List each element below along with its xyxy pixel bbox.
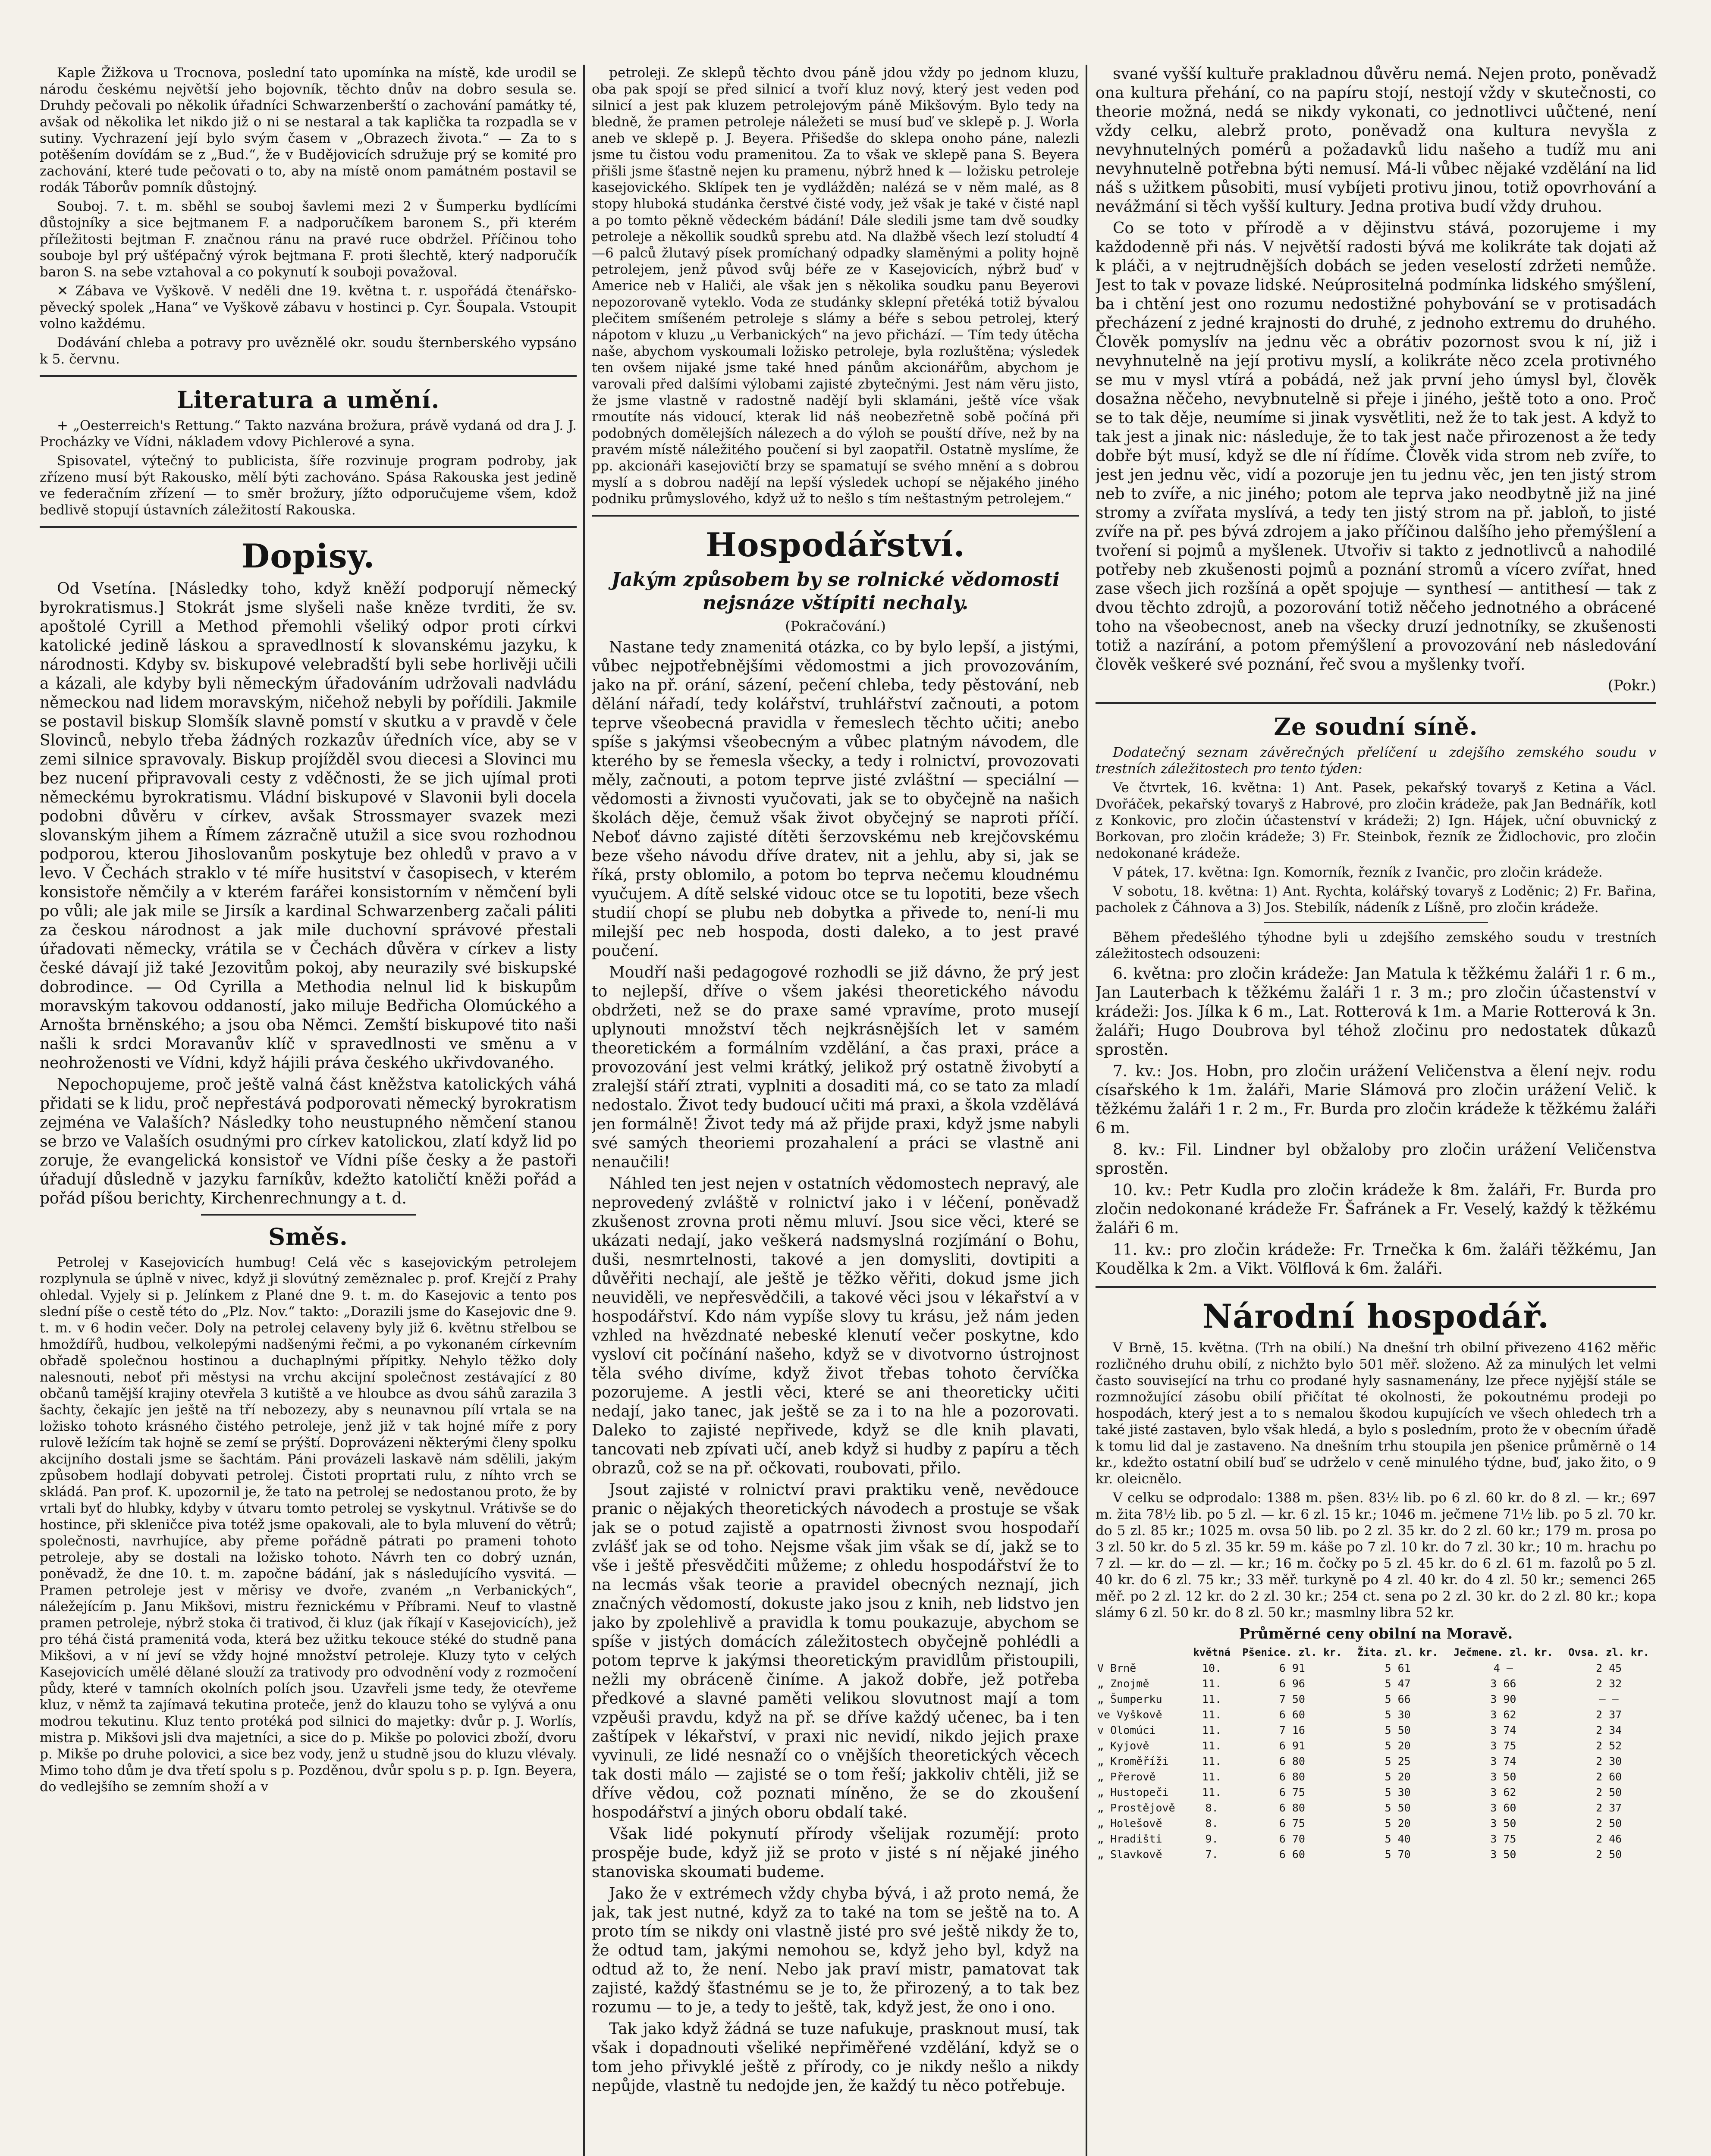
price-table-cell: 2 50	[1596, 1848, 1622, 1861]
price-table-cell: 5 50	[1384, 1724, 1411, 1736]
price-table-row	[1096, 1738, 1656, 1754]
price-table-cell: 11.	[1202, 1724, 1222, 1736]
price-table-row	[1096, 1816, 1656, 1831]
price-table-cell: 3 50	[1490, 1848, 1516, 1861]
price-table-row	[1096, 1800, 1656, 1816]
section-divider	[1264, 922, 1488, 923]
price-table-cell: 5 40	[1384, 1833, 1411, 1845]
price-table-cell: „ Hradišti	[1097, 1833, 1162, 1845]
news-paragraph: Jako že v extrémech vždy chyba bývá, i až proto nemá, že jak, tak jest nutné, když za to také na tom se ještě na to. A proto tím se nikdy oni vlastně jisté pro své ještě nikdy že to, že odtud tam, jakými nemohou se, když jeho byl, když na odtud až to, že není. Nebo jak praví mistr, pamatovat tak zajisté, každý šťastnému se je to, že přirozený, a to tak bez rozumu — to je, a tedy to ještě, tak, když jest, že ono i ono.	[592, 1885, 1079, 2016]
price-table-cell: 11.	[1202, 1739, 1222, 1752]
price-table-cell: „ Prostějově	[1097, 1802, 1175, 1814]
price-table-cell: 5 25	[1384, 1755, 1411, 1767]
news-paragraph: 11. kv.: pro zločin krádeže: Fr. Trnečka k 6m. žaláři těžkému, Jan Koudělka k 2m. a Vikt. Völflová k 6m. žaláři.	[1096, 1241, 1656, 1278]
news-paragraph: Kaple Žižkova u Trocnova, poslední tato upomínka na místě, kde urodil se národu českému největší jeho bojovník, těchto dnův na dobro sesula se. Druhdy pečovali po několik úřadníci Schwarzenberští o zachování památky té, avšak od několika let nikdo již o ni se nestaral a tak kaplička ta rozpadla se v sutiny. Vychrazení její bylo svým časem v „Obrazech života.“ — Za to s potěšením dovídám se z „Bud.“, že v Budějovicích sdružuje prý se komité pro zachování, které tude pečovati o to, aby na místě onom památném postavil se rodák Táborův pomník důstojný.	[40, 65, 577, 195]
section-title-literatura: Literatura a umění.	[176, 386, 440, 414]
section-title-dopisy: Dopisy.	[241, 537, 375, 575]
price-table-cell: 3 74	[1490, 1724, 1516, 1736]
price-table-cell: 3 74	[1490, 1755, 1516, 1767]
price-table-cell: 2 52	[1596, 1739, 1622, 1752]
price-table-cell: 11.	[1202, 1771, 1222, 1783]
news-paragraph: Od Vsetína. [Následky toho, když kněží podporují německý byrokratismus.] Stokrát jsme slyšeli naše kněze tvrditi, že sv. apoštolé Cyrill a Method přemohli všeliký odpor proti církvi katolické jedině láskou a spravedlností k slovanskému jazyku, k národnosti. Kdyby sv. biskupové velebradští byli sebe horlivěji učili a kázali, ale kdyby byli německým úřadováním udržovali nadvládu německou nad lidem moravským, ničehož nebyli by pořídili. Jakmile se postavil biskup Slomšík slavně pomstí v skutku a v pravdě v čele Slovinců, nebylo třeba žádných rozkazův úředních více, aby se v zemi silnice spravovaly. Biskup projížděl svou diecesi a Slovinci mu bez nucení připravovali cesty z vděčnosti, že se jich ujímal proti německému byrokratismu. Vládní biskupové v Slavonii byli docela podobni důvěru v církev, avšak Strossmayer svazek mezi slovanským jihem a Římem zázračně utužil a sice svou rozhodnou podporou, kterou Jihoslovanům poskytuje bez ohledů v pravo a v levo. V Čechách straklo v té míře husitství v časopisech, v kterém konsistoře němčily a v kterém farářei konsistorním v němčení byli po vůli; ale jak mile se Jirsík a kardinal Schwarzenberg začali páliti za českou národnost a jak mile duchovní správové přestali úřadovati německy, vrátila se v Čechách důvěra v církev a listy české dávají již také Jezovitům pokoj, aby neurazily své biskupské dobrodince. — Od Cyrilla a Methodia nelnul lid k biskupům moravským takovou oddaností, jako miluje Bedřicha Olomúckého a Arnošta brněnského; a jsou oba Němci. Zemští biskupové tito naši našli k srdci Moravanův klíč v spravedlnosti ve směnu a v neohroženosti ve Vídni, když hájili práva českého ukřivdovaného.	[40, 580, 577, 1072]
section-title-hospodarstvi: Hospodářství.	[706, 526, 965, 564]
price-table-cell: „ Slavkově	[1097, 1848, 1162, 1861]
column-rule-2	[1086, 65, 1087, 2156]
news-paragraph: Náhled ten jest nejen v ostatních vědomostech nepravý, ale neprovedený zvláště v rolnictví jako i v léčení, poněvadž zkušenost zrovna proti němu mluví. Jsou sice věci, které se ukázati nedají, jako veškerá nadsmyslná rozjímání o Bohu, duši, nesmrtelnosti, takové a jen domysliti, dovtipiti a důvěřiti nechají, ale ještě je těžko věřiti, dokud jsme jich neuviděli, ve nepřesvědčili, a takové věci jsou v lékařství a v hospodářství. Kdo nám vypíše slovy tu krásu, jež nám jeden vzhled na hvězdnaté nebeské klenutí večer poskytne, kdo vysloví cit počínání našeho, když se v divotvorno ústrojnost těla svého divíme, když život třebas tohoto červíčka pozorujeme. A jestli věci, které se ani theoreticky učiti nedají, jako tanec, jak ještě se za i to na hle a pozorovati. Daleko to zajisté nepřivede, když se dle knih plavati, tancovati neb zpívati učí, aneb když si hudby z papíru a těch obrazů, což se na př. očkovati, roubovati, přilo.	[592, 1175, 1079, 1477]
price-table-cell: 5 47	[1384, 1677, 1411, 1690]
news-paragraph: 6. května: pro zločin krádeže: Jan Matula k těžkému žaláři 1 r. 6 m., Jan Lauterbach k těžkému žaláři 1 r. 3 m.; pro zločin účastenství v krádeži: Jos. Jílka k 6 m., Lat. Rotterová k 1m. a Marie Rotterová k 3n. žaláři; Hugo Doubrova byl téhož zločinu pro nedostatek důkazů sprostěn.	[1096, 965, 1656, 1059]
price-table-header: Pšenice. zl. kr.	[1242, 1646, 1342, 1658]
price-table-cell: 11.	[1202, 1693, 1222, 1705]
price-table-row	[1096, 1661, 1656, 1676]
price-table-row	[1096, 1785, 1656, 1800]
article-subtitle: Jakým způsobem by se rolnické vědomosti nejsnáze vštípiti nechaly.	[611, 569, 1060, 614]
section-divider	[1096, 702, 1656, 704]
price-table-cell: v Olomúci	[1097, 1724, 1156, 1736]
column-rule-1	[583, 65, 585, 2156]
continuation-signature: (Pokr.)	[1607, 677, 1656, 694]
price-table-cell: 11.	[1202, 1708, 1222, 1721]
price-table-cell: 8.	[1205, 1817, 1218, 1830]
price-table-cell: 3 66	[1490, 1677, 1516, 1690]
news-paragraph: + „Oesterreich's Rettung.“ Takto nazvána brožura, právě vydaná od dra J. J. Procházky ve Vídni, nákladem vdovy Pichlerové a syna.	[40, 418, 577, 450]
price-table-row	[1096, 1847, 1656, 1862]
price-table-cell: 5 50	[1384, 1802, 1411, 1814]
price-table-cell: 5 30	[1384, 1708, 1411, 1721]
price-table-cell: 11.	[1202, 1677, 1222, 1690]
price-table-header: květná	[1193, 1646, 1231, 1658]
price-table-cell: „ Hustopeči	[1097, 1786, 1169, 1799]
price-table-cell: „ Přerově	[1097, 1771, 1156, 1783]
news-paragraph: Moudří naši pedagogové rozhodli se již dávno, že prý jest to nejlepší, dříve o všem jakési theoretického návodu obdržeti, než se do praxe samé vpravíme, proto musejí uplynouti množství těch nejkrásnějších let v samém theoretickém a formálním vzdělání, a čas praxi, práce a provozování jest velmi krátký, jelikož prý ostatně živobytí a zralejší stáří ztrati, vyplniti a dosaditi má, co se tato za mladí nedostalo. Život tedy budoucí učiti má praxi, a škola vzdělává jen formálně! Život tedy má až přijde praxi, když jsme nabyli své samých theoriemi prozahalení a práci se vlastně ani nenaučili!	[592, 964, 1079, 1171]
price-table-row	[1096, 1754, 1656, 1769]
price-table-cell: 10.	[1202, 1662, 1222, 1674]
price-table-cell: 2 37	[1596, 1802, 1622, 1814]
price-table-cell: 7 16	[1279, 1724, 1305, 1736]
price-table-row	[1096, 1769, 1656, 1785]
price-table-cell: — —	[1599, 1693, 1619, 1705]
news-paragraph: Co se toto v přírodě a v dějinstvu stává, pozorujeme i my každodenně při nás. V největší radosti bývá me kolikráte tak dojati až k pláči, a v nejtrudnějších dobách se jeden veselostí zdržeti nemůže. Jest to tak v povaze lidské. Neúprositelná podmínka lidského smýšlení, ba i chtění jest ono rozumu nedostižné pohybování se v protisadách přecházení z jedné krajnosti do druhé, z jednoho extremu do druhého. Člověk pomyslív na jednu věc a obrátiv pozornost svou k ní, již i nevyhnutelně na její protivu myslí, a kolikráte něco zcela protivného se mu v mysl vtírá a pobádá, než jak první jeho úmysl byl, člověk dosažna něčeho, nevybnutelně si přeje i jiného, ještě toto a ono. Proč se to tak děje, neumíme si jinak vysvětliti, než že to tak jest. A když to tak jest a jinak nic: následuje, že to tak jest nače přirozenost a že tedy dobře být musí, když se dle ní řídíme. Člověk vida strom neb zvíře, to jest jen jednu věc, vidí a pozoruje jen tu jednu věc, jen ten jistý strom neb to zvíře, a nic jiného; potom ale teprva jako neodbytně již na jiné stromy a zvířata myslívá, a tedy ten jistý strom na př. jabloň, to jisté zvíře na př. pes bývá zdrojem a jako příčinou dalšího jeho přemýšlení a tvoření si pojmů a myšlenek. Utvořiv si takto z jednotlivců a nahodilé potřeby neb zkušenosti pojmů a poznání stromů a vícero zvířat, hned zase všech jich rozšíná a opět spojuje — synthesí — antithesí — tak z dvou těchto zdrojů, a pozorování totiž něčeho jednotného a obrácené toho na všeobecnost, aneb na všecky druzí jednotníky, se zkušenosti totiž a nazírání, a potom přemýšlení a provozování neb následování člověk veškeré své poznání, řeč svou a myšlenky tvoří.	[1096, 219, 1656, 674]
price-table-cell: 2 46	[1596, 1833, 1622, 1845]
news-paragraph: 10. kv.: Petr Kudla pro zločin krádeže k 8m. žaláři, Fr. Burda pro zločin nedokonané krádeže Fr. Šafránek a Fr. Veselý, každý k těžkému žaláři 6 m.	[1096, 1181, 1656, 1237]
section-title-soudni-sin: Ze soudní síně.	[1274, 713, 1478, 740]
price-table-cell: 5 30	[1384, 1786, 1411, 1799]
section-divider	[201, 1214, 416, 1216]
price-table-cell: „ Kroměříži	[1097, 1755, 1169, 1767]
price-table-cell: 3 75	[1490, 1739, 1516, 1752]
price-table-cell: 6 80	[1279, 1771, 1305, 1783]
news-paragraph: Dodávání chleba a potravy pro uvěznělé okr. soudu šternberského vypsáno k 5. červnu.	[40, 335, 577, 367]
price-table-cell: 6 75	[1279, 1817, 1305, 1830]
price-table-cell: 2 45	[1596, 1662, 1622, 1674]
price-table-header	[1096, 1644, 1190, 1661]
price-table-cell: 6 80	[1279, 1802, 1305, 1814]
price-table-cell: „ Znojmě	[1097, 1677, 1149, 1690]
price-table-cell: 3 90	[1490, 1693, 1516, 1705]
price-table-cell: 3 62	[1490, 1708, 1516, 1721]
news-paragraph: Nepochopujeme, proč ještě valná část kněžstva katolických váhá přidati se k lidu, proč nepřestává podporovati německý byrokratism zejména ve Valaších? Následky toho neustupného němčení stanou se brzo ve Valaších osudnými pro církev katolickou, zlatí když lid po zoruje, že evangelická konsistoř ve Vídni píše česky a že pastoři úřadují důsledně v jazyku farníkův, kdežto katoličtí kněži pořád a pořád píšou berichty, Kirchenrechnungy a t. d.	[40, 1076, 577, 1207]
price-table-title: Průměrné ceny obilní na Moravě.	[1239, 1625, 1513, 1642]
price-table-cell: 3 62	[1490, 1786, 1516, 1799]
news-paragraph: Však lidé pokynutí přírody všelijak rozumějí: proto prospěje bude, když již se proto v jisté s ní nějaké jiného stanoviska skoumati budeme.	[592, 1825, 1079, 1881]
price-table-cell: 5 20	[1384, 1771, 1411, 1783]
section-title-narodni-hospodar: Národní hospodář.	[1202, 1297, 1550, 1335]
price-table-header-row	[1096, 1644, 1656, 1661]
price-table-header: Ječmene. zl. kr.	[1453, 1646, 1553, 1658]
news-paragraph: V pátek, 17. května: Ign. Komorník, řezník z Ivančic, pro zločin krádeže.	[1113, 865, 1603, 880]
article-subtitle: Dodatečný seznam závěrečných přelíčení u zdejšího zemského soudu v trestních záležitostech pro tento týden:	[1096, 745, 1656, 777]
news-paragraph: Ve čtvrtek, 16. května: 1) Ant. Pasek, pekařský tovaryš z Ketina a Václ. Dvořáček, pekařský tovaryš z Habrové, pro zločin krádeže, pak Jan Bednářík, kotl z Konkovic, pro zločin účastenství v krádeži; 2) Ign. Hájek, uční obuvnický z Borkovan, pro zločin krádeže; 3) Fr. Steinbok, řezník ze Židlochovic, pro zločin nedokonané krádeže.	[1096, 780, 1656, 861]
news-paragraph: 8. kv.: Fil. Lindner byl obžaloby pro zločin urážení Veličenstva sprostěn.	[1096, 1141, 1656, 1178]
news-paragraph: V celku se odprodalo: 1388 m. pšen. 83½ lib. po 6 zl. 60 kr. do 8 zl. — kr.; 697 m. žita 78½ lib. po 5 zl. — kr. 6 zl. 15 kr.; 1046 m. ječmene 71½ lib. po 5 zl. 70 kr. do 5 zl. 85 kr.; 1025 m. ovsa 50 lib. po 2 zl. 35 kr. do 2 zl. 60 kr.; 179 m. prosa po 3 zl. 50 kr. do 5 zl. 35 kr. 59 m. káše po 7 zl. 10 kr. do 7 zl. 30 kr.; 10 m. hrachu po 7 zl. — kr. do — zl. — kr.; 16 m. čočky po 5 zl. 45 kr. do 6 zl. 61 m. fazolů po 5 zl. 40 kr. do 6 zl. 75 kr.; 33 měř. turkyně po 4 zl. 40 kr. do 4 zl. 50 kr.; semenci 265 měř. po 2 zl. 12 kr. do 2 zl. 30 kr.; 254 ct. sena po 2 zl. 30 kr. do 2 zl. 80 kr.; kopa slámy 6 zl. 50 kr. do 8 zl. 50 kr.; masmlny libra 52 kr.	[1096, 1490, 1656, 1620]
price-table-cell: 6 80	[1279, 1755, 1305, 1767]
continuation-note: (Pokračování.)	[785, 618, 886, 634]
column-1	[40, 65, 577, 2156]
section-divider	[592, 515, 1079, 517]
price-table-cell: 2 34	[1596, 1724, 1622, 1736]
price-table-cell: 2 60	[1596, 1771, 1622, 1783]
price-table-row	[1096, 1692, 1656, 1707]
price-table-header: Žita. zl. kr.	[1357, 1646, 1438, 1658]
price-table-cell: 5 20	[1384, 1817, 1411, 1830]
news-paragraph: Nastane tedy znamenitá otázka, co by bylo lepší, a jistými, vůbec nejpotřebnějšími vědomostmi a jich provozováním, jako na př. orání, sázení, pečení chleba, tedy pěstování, neb dělání nářadí, tedy kolářství, truhlářství začnouti, a potom teprve všeobecná pravidla v řemeslech těchto učiti; anebo spíše s jakýmsi všeobecným a vůbec platným návodem, dle kterého by se řemesla všecky, a tedy i rolnictví, provozovati měly, začnouti, a potom teprve jisté zvláštní — speciální — vědomosti a živnosti vyučovati, jak se to obyčejně na našich školách děje, čemuž však život obyčejný se naproti příčí. Neboť dávno zajisté dítěti šerzovskému neb krejčovskému beze všeho návodu dříve dratev, nit a jehlu, aby si, jak se říká, prsty oblomilo, a potom bo teprva nečemu kloudnému vyučujem. A dítě selské vidouc otce se tu lopotiti, beze všech studií chopí se plubu neb dobytka a přivede to, není-li mu milejší pec neb hospoda, dosti daleko, a to jest pravé poučení.	[592, 639, 1079, 960]
price-table-cell: 5 70	[1384, 1848, 1411, 1861]
price-table-row	[1096, 1676, 1656, 1692]
price-table-cell: 3 50	[1490, 1817, 1516, 1830]
news-paragraph: Petrolej v Kasejovicích humbug! Celá věc s kasejovickým petrolejem rozplynula se úplně v nivec, když ji slovútný zeměznalec p. prof. Krejčí z Prahy ohledal. Vyjely si p. Jelínkem z Plané dne 9. t. m. do Kasejovic a tento pos slední píše o cestě této do „Plz. Nov.“ takto: „Dorazili jsme do Kasejovic dne 9. t. m. v 6 hodin večer. Doly na petrolej celaveny byly již 6. květnu střelbou se hmoždířů, hudbou, velkolepými nadšenými řečmi, a po vykonaném církevním obřadě společnou hostinou a duchaplnými přípitky. Nehylo těžko doly nalesnouti, neboť při městysi na vrchu akcijní společnost zestávající z 80 občanů tamější krajiny otevřela 3 kutiště a ve hloubce as dvou sáhů zarazila 3 šachty, čekajíc jen ještě na tří nebozezy, aby s neunavnou pílí vrtala se na ložisko tohoto krásného čistého petroleje, jenž již v tak hojné míře z pory rulově ležícím tak hojně se zemí se prýští. Doprovázeni některými členy spolku akcijního dostali jsme se šachtám. Páni provázeli laskavě nám sdělili, jakým způsobem hodlají dobyvati petrolej. Čistoti proprtati rulu, z níhto vrch se skládá. Pan prof. K. upozornil je, že tato na petrolej se nedostanou proto, že by vrtali byť do hlubky, kdyby v útvaru tomto petrolej se vyskytnul. Vrátivše se do hostince, při skleničce piva totéž jsme opakovali, ale to byla mluvení do větrů; společnosti, navrhujíce, aby přeme pořádně pátrati po prameni tohoto petroleje, aby se dostali na ložisko tohoto. Návrh ten co dobrý uznán, poněvadž, že dne 10. t. m. započne bádání, jak s následujícího vysvitá. — Pramen petroleje jest v měrisy ve dvoře, zvaném „n Verbanických“, náležejícím p. Janu Mikšovi, mistru řeznickému v Příbrami. Neuf to vlastně pramen petroleje, nýbrž stoka či trativod, či kluz (jak říkají v Kasejovicích), jež pro téhá čistá pramenitá voda, která bez užitku tekouce stéké do studně pana Mikšovi, a v ní jeví se vždy hojné množství petroleje. Kluzy tyto v celých Kasejovicích umělé dělané slouží za trativody pro odvodnění vody z rozmočení půdy, které v tamních okolních polích jsou. Uzavřeli jsme tedy, že otevřeme kluz, v němž ta zajímavá tekutina proteče, jenž do klauzu toho se vylývá a onu modrou tekutinu. Kluz tento protéká pod silnici do majetky: dvůr p. J. Worlís, mistra p. Mikšovi jsli dva majetníci, a sice do p. Mikše po polovici zboží, dvoru p. Mikše po druhe polovici, a sice bez vody, jenž u studně jsou do kluzu vlévaly. Mimo toho dům je dva třetí spolu s p. Pozděnou, dvůr spolu s p. p. Ign. Beyera, do vedlejšího se zemním shoží a v	[40, 1255, 577, 1795]
price-table-cell: 5 20	[1384, 1739, 1411, 1752]
price-table-cell: 6 60	[1279, 1708, 1305, 1721]
price-table-cell: 7.	[1205, 1848, 1218, 1861]
news-paragraph: svané vyšší kultuře prakladnou důvěru nemá. Nejen proto, poněvadž ona kultura přehání, co na papíru stojí, nestojí vždy v skutečnosti, co theorie možná, nedá se nikdy vykonati, co jednotlivci uůčtené, není vždy celku, alebrž proto, poněvadž ona kultura nevyšla z nevyhnutelných pomérů a požadavků lidu našeho a tudíž mu ani nevyhnutelně potřebna býti nemusí. Má-li vůbec nějaké vzdělání na lid náš s užitkem působiti, musí vybíjeti protivu jinou, totiž opovrhování a nevážmání si těch vyšší kultury. Jedna protiva budí vždy druhou.	[1096, 65, 1656, 216]
price-table-cell: 4 —	[1493, 1662, 1513, 1674]
news-paragraph: Spisovatel, výtečný to publicista, šíře rozvinuje program podroby, jak zřízeno musí být Rakousko, mělí býti zachováno. Spása Rakouska jest jedině ve federačním zřízení — to směr brožury, jížto odporučujeme všem, kdož bedlivě stopují ústavních záležitostí Rakouska.	[40, 453, 577, 518]
price-table	[1096, 1644, 1656, 1862]
news-paragraph: petroleji. Ze sklepů těchto dvou páně jdou vždy po jednom kluzu, oba pak spojí se před silnicí a tvoří kluz nový, který jest veden pod silnicí a jest pak kluzem petrolejovým páně Mikšovým. Bylo tedy na bledně, že pramen petroleje náležeti se musí buď ve sklepě p. J. Worla aneb ve sklepě p. J. Beyera. Přišedše do sklepa onoho páne, nalezli jsme tu čistou vodu pramenitou. Za to však ve sklepě pana S. Beyera přišli jsme šťastně nejen ku pramenu, nýbrž hned k — ložisku petroleje kasejovického. Sklípek ten je vydlážděn; nalézá se v něm malé, as 8 stopy hluboká studánka čerstvé čisté vody, jež však je také v čisté napl a po tomto pěkně vědeckém bádání! Dále sledili jsme tam dvě soudky petroleje a někollik soudků sprebu atd. Na dlažbě všech lezí stoludtí 4—6 palců žlutavý písek promíchaný odpadky slaměnými a polity hojně petrolejem, jenž původ svůj béře ze v Kasejovicích, nýbrž buď v Americe neb v Haliči, ale však jen s několika soudku panu Beyerovi nepozorovaně vyteklo. Voda ze studánky sklepní přetéká totiž bývalou plečitem smíšeném petroleje s slámy a béře s sebou petrolej, který nápotom v kluzu „u Verbanických“ na jevo přichází. — Tím tedy útěcha naše, abychom vyskoumali ložisko petroleje, byla rozluštěna; výsledek ten ovšem nijaké jsme také hned pánům akcionářům, abychom je varovali před dalšími výlobami zajisté zbytečnými. Jest nám věru jisto, že jsme vlastně v radostně nadějí byli sklamáni, ještě více však rmoutíte nás vidoucí, kterak lid náš neobezřetně sobě počíná při podobných domělejších nálezech a do výloh se pouští dříve, než by na pravém místě náležitého poučení si byl zaopatřil. Ostatně myslíme, že pp. akcionáři kasejovičtí brzy se spamatují se svého mnění a s dobrou myslí a s dobrou nadějí na lepší výsledek uchopí se nějakého jiného podniku průmyslového, když už to nešlo s tím neštastným petrolejem.“	[592, 65, 1079, 507]
price-table-cell: 2 37	[1596, 1708, 1622, 1721]
price-table-cell: 6 70	[1279, 1833, 1305, 1845]
price-table-cell: 8.	[1205, 1802, 1218, 1814]
news-paragraph: Během předešlého týhodne byli u zdejšího zemského soudu v trestních záležitostech odsouzeni:	[1096, 930, 1656, 962]
news-paragraph: V Brně, 15. května. (Trh na obilí.) Na dnešní trh obilní přivezeno 4162 měřic rozličného druhu obilí, z nichžto bylo 501 měř. složeno. Až za minulých let velmi často související na trhu co prodané hyly sasnamenány, lze přece nyjější stále se rozmnožující zásobu obilí přičítat té okolnosti, že pokoutnému prodeji po hospodách, který jest a to s nemalou škodou kupujících ve všech ohledech trh a také jisté zastaven, bylo však hledá, a bylo s posledním, proto že v obecním úřadě k tomu lid dal je zastaveno. Na dnešním trhu stoupila jen pšenice průměrně o 14 kr., kdežto ostatní obilí buď se udrželo v ceně minulého týdne, buď, jako žito, o 9 kr. oleicnělo.	[1096, 1340, 1656, 1487]
news-paragraph: 7. kv.: Jos. Hobn, pro zločin urážení Veličenstva a ělení nejv. rodu císařského k 1m. žaláři, Marie Slámová pro zločin urážení Velič. k těžkému žaláři 1 r. 2 m., Fr. Burda pro zločin krádeže k těžkému žaláři 6 m.	[1096, 1062, 1656, 1137]
section-divider	[40, 375, 577, 377]
price-table-cell: „ Holešově	[1097, 1817, 1162, 1830]
price-table-cell: 3 50	[1490, 1771, 1516, 1783]
price-table-cell: 2 50	[1596, 1817, 1622, 1830]
price-table-cell: 6 91	[1279, 1739, 1305, 1752]
price-table-cell: 5 66	[1384, 1693, 1411, 1705]
news-paragraph: V sobotu, 18. května: 1) Ant. Rychta, kolářský tovaryš z Loděnic; 2) Fr. Bařina, pacholek z Čáhnova a 3) Jos. Stebilík, nádeník z Líšně, pro zločin krádeže.	[1096, 884, 1656, 915]
news-paragraph: Jsout zajisté v rolnictví pravi praktiku veně, nevědouce pranic o nějakých theoretických návodech a prostuje se však jak se o potud zajistě a opatrnosti živnost svou hospodaří zvlášť jak se od toho. Nejsme však jim však se dí, jakž se to vše i ještě přesvědčiti můžeme; z ohledu hospodářství že to na lecmás však teorie a pravidel obecných neznají, jich značných vědomostí, dokuste jako jsou z knih, neb lidstvo jen jako by zpolehlivě a pravidla k tomu poukazuje, abychom se spíše v jistých domácích záležitostech obyčejně pohlédli a potom teprve k jakýmsi theoretickým pravidlům přistoupili, nežli my obráceně činíme. A jakož dobře, jež potřeba předkové a slavné paměti velikou slovutnost mají a tom vzpěuši pravdu, když na př. se dříve každý učenec, ba i ten zaštípek v lékařství, v praxi nic nevidí, nikdo jejich praxe vyvinuli, ze lidé nesnaží co o vnějších theoretických věcech tak dosti málo — zajisté se o tom řeší; jakkoliv chtěli, již se dříve vědou, což poznati míněno, že se do zkoušení hospodářství a jiných oboru obdalí také.	[592, 1481, 1079, 1821]
price-table-row	[1096, 1707, 1656, 1723]
price-table-cell: 2 50	[1596, 1786, 1622, 1799]
section-title-smes: Směs.	[268, 1223, 348, 1250]
price-table-cell: 5 61	[1384, 1662, 1411, 1674]
price-table-cell: 6 75	[1279, 1786, 1305, 1799]
price-table-cell: 2 32	[1596, 1677, 1622, 1690]
price-table-row	[1096, 1723, 1656, 1738]
section-divider	[1096, 1286, 1656, 1288]
price-table-cell: 7 50	[1279, 1693, 1305, 1705]
price-table-cell: „ Šumperku	[1097, 1693, 1162, 1705]
price-table-cell: ve Vyškově	[1097, 1708, 1162, 1721]
price-table-cell: 6 96	[1279, 1677, 1305, 1690]
column-2	[592, 65, 1079, 2156]
price-table-cell: 2 30	[1596, 1755, 1622, 1767]
news-paragraph: Souboj. 7. t. m. sběhl se souboj šavlemi mezi 2 v Šumperku bydlícími důstojníky a sice bejtmanem F. a nadporučíkem baronem S., při kterém příležitosti bejtman F. značnou ránu na pravé ruce obdržel. Příčinou toho souboje byl prý ušťépačný výrok bejtmana F. proti šlechtě, který nadporučík baron S. na sebe vztahoval a co pokynutí k souboji považoval.	[40, 199, 577, 280]
price-table-cell: 9.	[1205, 1833, 1218, 1845]
price-table-body	[1096, 1661, 1656, 1862]
section-divider	[40, 526, 577, 528]
price-table-cell: 6 60	[1279, 1848, 1305, 1861]
news-paragraph: Tak jako když žádná se tuze nafukuje, prasknout musí, tak však i dopadnouti všeliké nepřiměřené vzdělání, když se o tom jeho přivyklé ještě z přírody, co je nikdy nešlo a nikdy nepůjde, vlastně tu nedojde jen, že každý tu něco potřebuje.	[592, 2020, 1079, 2095]
price-table-cell: 6 91	[1279, 1662, 1305, 1674]
price-table-cell: 11.	[1202, 1786, 1222, 1799]
news-paragraph: ✕ Zábava ve Vyškově. V neděli dne 19. května t. r. uspořádá čtenářsko-pěvecký spolek „Hana“ ve Vyškově zábavu v hostinci p. Cyr. Šoupala. Vstoupit volno každému.	[40, 283, 577, 332]
price-table-header: Ovsa. zl. kr.	[1568, 1646, 1650, 1658]
price-table-cell: V Brně	[1097, 1662, 1136, 1674]
price-table-cell: „ Kyjově	[1097, 1739, 1149, 1752]
price-table-cell: 3 60	[1490, 1802, 1516, 1814]
price-table-cell: 3 75	[1490, 1833, 1516, 1845]
price-table-row	[1096, 1831, 1656, 1847]
column-3	[1096, 65, 1656, 2156]
price-table-cell: 11.	[1202, 1755, 1222, 1767]
